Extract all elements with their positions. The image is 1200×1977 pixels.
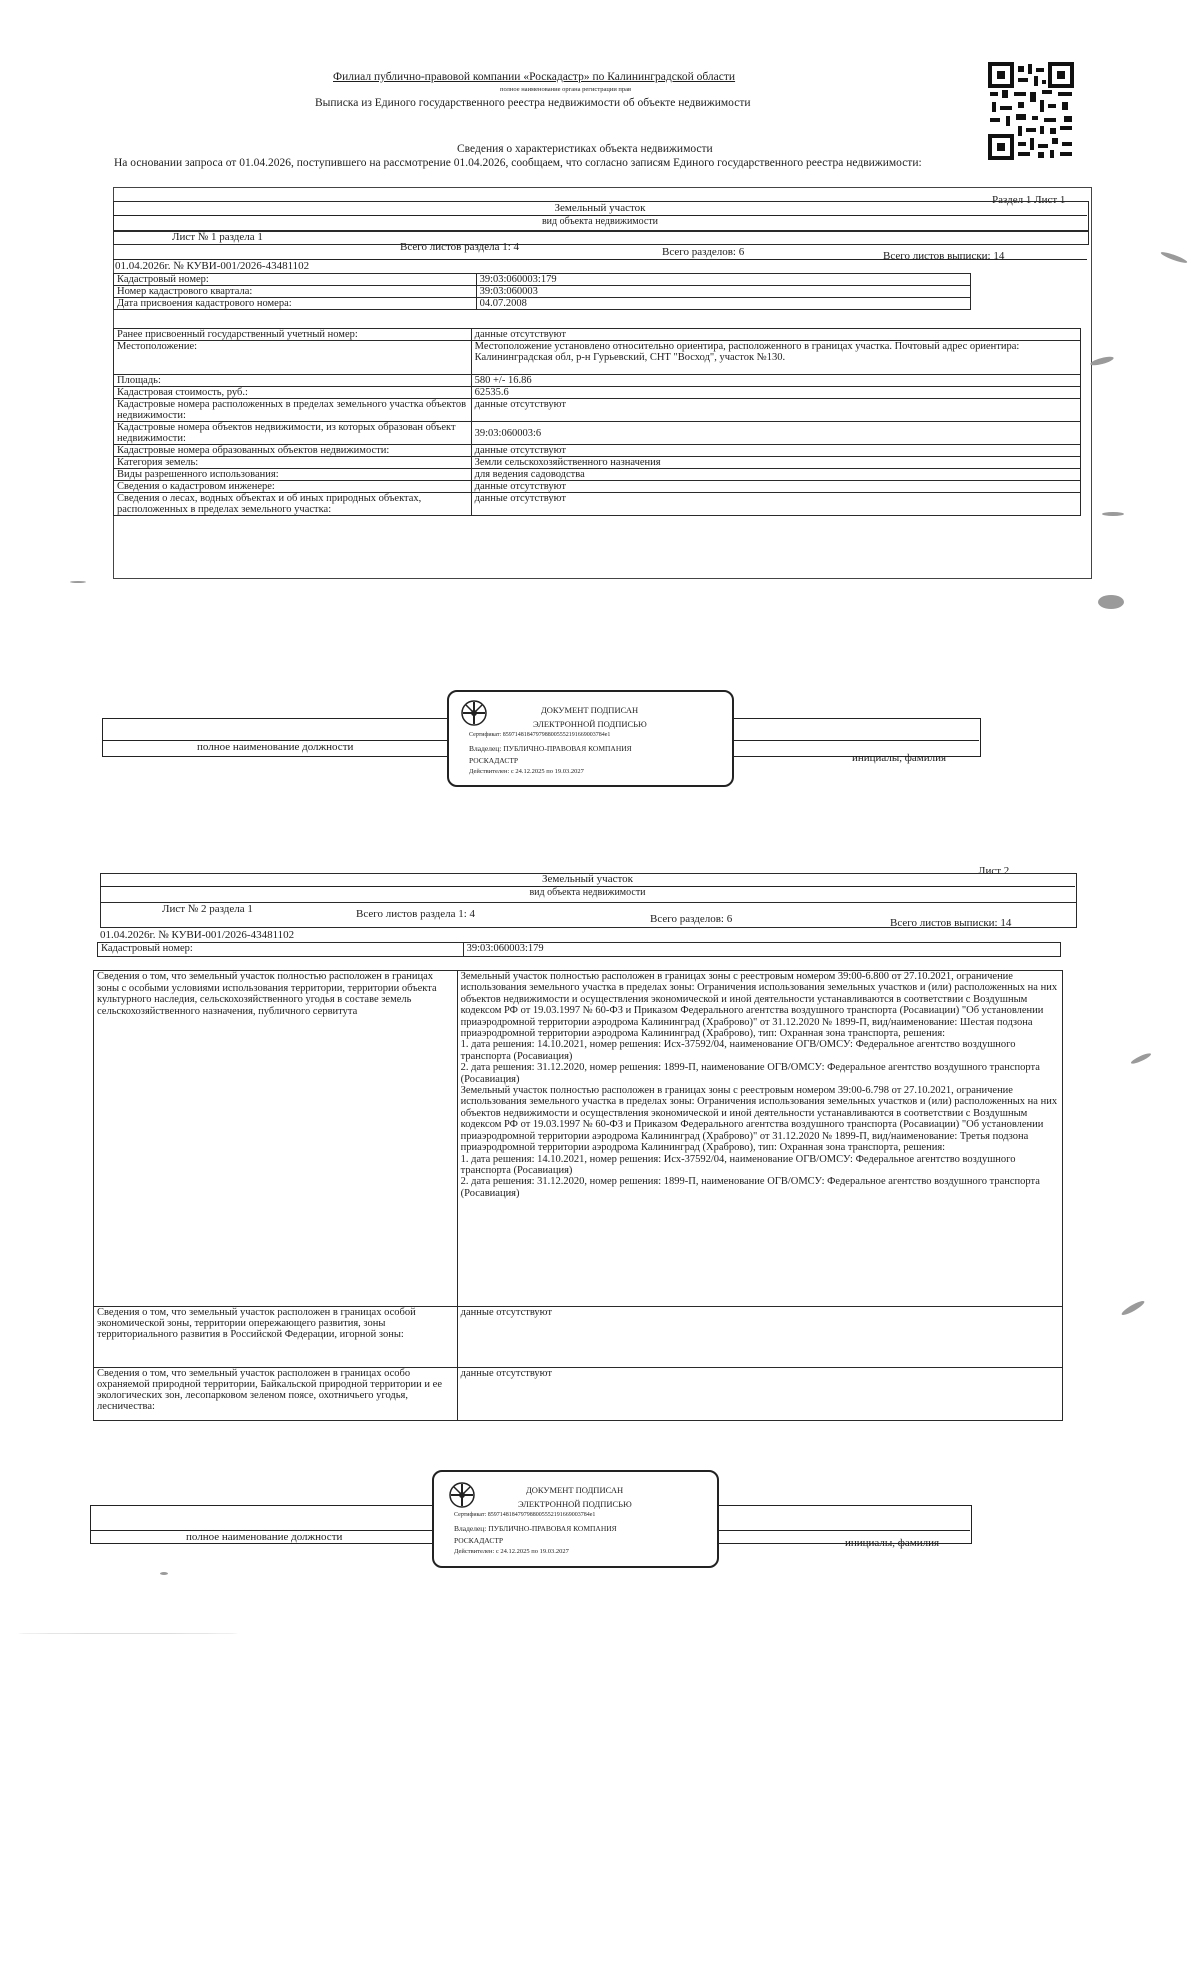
signature-position-caption: полное наименование должности bbox=[186, 1531, 343, 1543]
row-value: Местоположение установлено относительно ориентира, расположенного в границах участка. Почтовый адрес ориентира: Калининградская обл, р-н Гурьевский, СНТ "Восход", участок №130. bbox=[471, 341, 1080, 375]
row-value: Земли сельскохозяйственного назначения bbox=[471, 457, 1080, 469]
document-title: Выписка из Единого государственного реестра недвижимости об объекте недвижимости bbox=[315, 97, 751, 109]
sheet2-sheet-label: Лист 2 bbox=[978, 865, 1010, 877]
table-row bbox=[114, 493, 1081, 516]
row-label: Площадь: bbox=[114, 375, 472, 387]
table-row bbox=[114, 329, 1081, 341]
row-value: 62535.6 bbox=[471, 387, 1080, 399]
table-row bbox=[114, 469, 1081, 481]
stamp-owner: Владелец: ПУБЛИЧНО-ПРАВОВАЯ КОМПАНИЯ bbox=[454, 1524, 617, 1533]
row-label: Кадастровые номера расположенных в пределах земельного участка объектов недвижимости: bbox=[114, 399, 472, 422]
sheet1-sheet-number: Лист № 1 раздела 1 bbox=[172, 231, 263, 243]
table-row bbox=[114, 422, 1081, 445]
digital-signature-stamp bbox=[447, 690, 734, 787]
org-name: Филиал публично-правовой компании «Роскадастр» по Калининградской области bbox=[333, 71, 736, 83]
row-value: 580 +/- 16.86 bbox=[471, 375, 1080, 387]
row-label: Сведения о том, что земельный участок расположен в границах особой экономической зоны, территории опережающего развития, зоны территориального развития в Российской Федерации, игорной зоны: bbox=[94, 1307, 458, 1368]
scan-speck bbox=[1160, 250, 1188, 264]
row-value: 39:03:060003:179 bbox=[476, 274, 970, 286]
row-value: 04.07.2008 bbox=[476, 298, 970, 310]
sheet1-basic-table bbox=[113, 273, 971, 310]
row-value: Земельный участок полностью расположен в границах зоны с реестровым номером 39:00-6.800 от 27.10.2021, ограничение использования земельного участка в пределах зоны: Ограничения использования земельных участков и (или) расположенных на них объектов недвижимости и осуществления экономической и иной деятельности устанавливаются в соответствии с Воздушным кодексом РФ от 19.03.1997 № 60-ФЗ и Приказом Федерального агентства воздушного транспорта (Росавиации) "Об установлении приаэродромной территории аэродрома Калининград (Храброво)" от 31.12.2020 № 1899-П, вид/наименование: Шестая подзона приаэродромной территории аэродрома Калининград (Храброво), тип: Охранная зона транспорта, решения: 1. дата решения: 14.10.2021, номер решения: Исх-37592/04, наименование ОГВ/ОМСУ: Федеральное агентство воздушного транспорта (Росавиация) 2. дата решения: 31.12.2020, номер решения: 1899-П, наименование ОГВ/ОМСУ: Федеральное агентство воздушного транспорта (Росавиация) Земельный участок полностью расположен в границах зоны с реестровым номером 39:00-6.798 от 27.10.2021, ограничение использования земельного участка в пределах зоны: Ограничения использования земельных участков и (или) расположенных на них объектов недвижимости и осуществления экономической и иной деятельности устанавливаются в соответствии с Воздушным кодексом РФ от 19.03.1997 № 60-ФЗ и Приказом Федерального агентства воздушного транспорта (Росавиации) "Об установлении приаэродромной территории аэродрома Калининград (Храброво)" от 31.12.2020 № 1899-П, вид/наименование: Третья подзона приаэродромной территории аэродрома Калининград (Храброво), тип: Охранная зона транспорта, решения: 1. дата решения: 14.10.2021, номер решения: Исх-37592/04, наименование ОГВ/ОМСУ: Федеральное агентство воздушного транспорта (Росавиация) 2. дата решения: 31.12.2020, номер решения: 1899-П, наименование ОГВ/ОМСУ: Федеральное агентство воздушного транспорта (Росавиация) bbox=[457, 971, 1062, 1307]
stamp-certificate: Сертификат: 8597148184797988005552191669003784e1 bbox=[469, 732, 611, 738]
stamp-owner-2: РОСКАДАСТР bbox=[454, 1536, 504, 1545]
row-value: данные отсутствуют bbox=[457, 1307, 1062, 1368]
roskadastr-logo-icon bbox=[461, 700, 487, 726]
row-value: данные отсутствуют bbox=[471, 493, 1080, 516]
sheet1-total-sheets-extract: Всего листов выписки: 14 bbox=[883, 250, 1005, 262]
table-row bbox=[114, 399, 1081, 422]
row-value: данные отсутствуют bbox=[471, 445, 1080, 457]
table-row bbox=[114, 286, 971, 298]
row-label: Местоположение: bbox=[114, 341, 472, 375]
signature-position-caption: полное наименование должности bbox=[197, 741, 354, 753]
stamp-subtitle: ЭЛЕКТРОННОЙ ПОДПИСЬЮ bbox=[518, 1499, 632, 1509]
table-row bbox=[114, 375, 1081, 387]
table-row bbox=[114, 274, 971, 286]
table-row bbox=[114, 298, 971, 310]
row-label: Кадастровый номер: bbox=[114, 274, 477, 286]
sheet1-details-table bbox=[113, 328, 1081, 516]
sheet2-object-type-caption: вид объекта недвижимости bbox=[529, 887, 646, 898]
stamp-owner-2: РОСКАДАСТР bbox=[469, 756, 519, 765]
row-value: данные отсутствуют bbox=[471, 481, 1080, 493]
stamp-title: ДОКУМЕНТ ПОДПИСАН bbox=[541, 705, 639, 715]
row-label: Дата присвоения кадастрового номера: bbox=[114, 298, 477, 310]
signature-name-caption: инициалы, фамилия bbox=[845, 1537, 940, 1549]
table-row bbox=[94, 1368, 1063, 1421]
row-value: для ведения садоводства bbox=[471, 469, 1080, 481]
row-label: Номер кадастрового квартала: bbox=[114, 286, 477, 298]
stamp-certificate: Сертификат: 8597148184797988005552191669003784e1 bbox=[454, 1512, 596, 1518]
row-label: Кадастровые номера объектов недвижимости, из которых образован объект недвижимости: bbox=[114, 422, 472, 445]
sheet1-object-type-caption: вид объекта недвижимости bbox=[541, 216, 659, 227]
row-label: Сведения о том, что земельный участок расположен в границах особо охраняемой природной территории, Байкальской природной территории и ее экологических зон, лесопарковом зеленом поясе, охотничьего угодья, лесничества: bbox=[94, 1368, 458, 1421]
sheet2-total-sheets-section: Всего листов раздела 1: 4 bbox=[356, 908, 476, 920]
table-row bbox=[114, 445, 1081, 457]
roskadastr-logo-icon bbox=[449, 1482, 475, 1508]
row-label: Кадастровая стоимость, руб.: bbox=[114, 387, 472, 399]
row-label: Категория земель: bbox=[114, 457, 472, 469]
sheet2-object-type: Земельный участок bbox=[542, 873, 633, 885]
sheet2-sheet-number: Лист № 2 раздела 1 bbox=[162, 903, 253, 915]
table-row bbox=[94, 1307, 1063, 1368]
row-label: Кадастровые номера образованных объектов недвижимости: bbox=[114, 445, 472, 457]
row-label: Виды разрешенного использования: bbox=[114, 469, 472, 481]
scan-speck bbox=[1120, 1299, 1146, 1317]
scan-speck bbox=[1098, 595, 1124, 609]
row-value: данные отсутствуют bbox=[471, 399, 1080, 422]
sheet2-total-sheets-extract: Всего листов выписки: 14 bbox=[890, 917, 1012, 929]
stamp-subtitle: ЭЛЕКТРОННОЙ ПОДПИСЬЮ bbox=[533, 719, 647, 729]
sheet1-section-label: Раздел 1 Лист 1 bbox=[992, 194, 1066, 206]
stamp-validity: Действителен: с 24.12.2025 по 19.03.2027 bbox=[454, 1548, 569, 1555]
sheet1-extract-number: 01.04.2026г. № КУВИ-001/2026-43481102 bbox=[115, 260, 310, 272]
row-label: Ранее присвоенный государственный учетный номер: bbox=[114, 329, 472, 341]
sheet2-zones-table bbox=[93, 970, 1063, 1421]
request-statement: На основании запроса от 01.04.2026, поступившего на рассмотрение 01.04.2026, сообщаем, что согласно записям Единого государственного реестра недвижимости: bbox=[114, 157, 922, 169]
row-value: 39:03:060003:179 bbox=[463, 943, 1060, 957]
scan-speck bbox=[1090, 355, 1115, 367]
table-row bbox=[98, 943, 1061, 957]
scan-speck bbox=[70, 581, 86, 583]
row-label: Сведения о лесах, водных объектах и об иных природных объектах, расположенных в пределах земельного участка: bbox=[114, 493, 472, 516]
table-row bbox=[114, 457, 1081, 469]
row-label: Сведения о том, что земельный участок полностью расположен в границах зоны с особыми условиями использования территории, территории объекта культурного наследия, сельскохозяйственного угодья в составе земель сельскохозяйственного назначения, публичного сервитута bbox=[94, 971, 458, 1307]
row-label: Кадастровый номер: bbox=[98, 943, 464, 957]
org-name-caption: полное наименование органа регистрации прав bbox=[500, 86, 632, 93]
sheet2-extract-number: 01.04.2026г. № КУВИ-001/2026-43481102 bbox=[100, 929, 295, 941]
scan-speck bbox=[18, 1633, 238, 1634]
row-value: 39:03:060003:6 bbox=[471, 422, 1080, 445]
table-row bbox=[114, 387, 1081, 399]
sheet2-total-sections: Всего разделов: 6 bbox=[650, 913, 733, 925]
sheet1-total-sections: Всего разделов: 6 bbox=[662, 246, 745, 258]
stamp-title: ДОКУМЕНТ ПОДПИСАН bbox=[526, 1485, 624, 1495]
digital-signature-stamp bbox=[432, 1470, 719, 1568]
row-value: данные отсутствуют bbox=[471, 329, 1080, 341]
table-row bbox=[94, 971, 1063, 1307]
qr-code-icon bbox=[988, 62, 1074, 160]
row-label: Сведения о кадастровом инженере: bbox=[114, 481, 472, 493]
stamp-validity: Действителен: с 24.12.2025 по 19.03.2027 bbox=[469, 768, 584, 775]
signature-name-caption: инициалы, фамилия bbox=[852, 752, 947, 764]
scan-speck bbox=[1130, 1052, 1152, 1066]
table-row bbox=[114, 481, 1081, 493]
section-subtitle: Сведения о характеристиках объекта недвижимости bbox=[457, 143, 713, 155]
row-value: данные отсутствуют bbox=[457, 1368, 1062, 1421]
sheet2-cadastral-table bbox=[97, 942, 1061, 957]
row-value: 39:03:060003 bbox=[476, 286, 970, 298]
sheet1-object-type: Земельный участок bbox=[554, 202, 646, 214]
scan-speck bbox=[1102, 512, 1124, 516]
stamp-owner: Владелец: ПУБЛИЧНО-ПРАВОВАЯ КОМПАНИЯ bbox=[469, 744, 632, 753]
scan-speck bbox=[160, 1572, 168, 1575]
table-row bbox=[114, 341, 1081, 375]
sheet1-total-sheets-section: Всего листов раздела 1: 4 bbox=[400, 241, 520, 253]
